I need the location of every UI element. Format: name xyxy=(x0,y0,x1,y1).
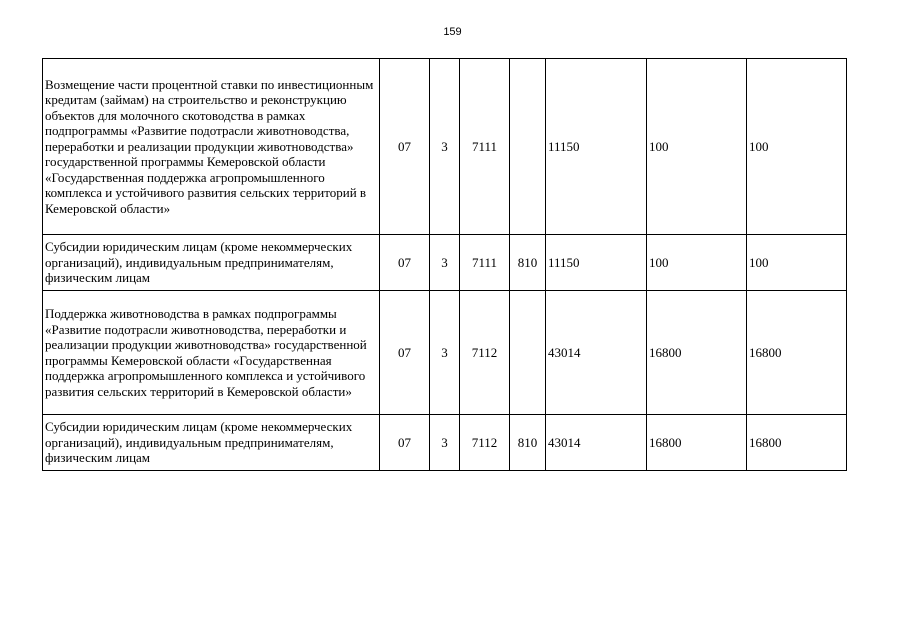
amount-1: 43014 xyxy=(546,415,647,471)
row-description: Возмещение части процентной ставки по инвестиционным кредитам (займам) на строительство и реконструкцию объектов для молочного скотоводства в рамках подпрограммы «Развитие подотрасли животноводства, переработки и реализации продукции животноводства» государственной программы Кемеровской области «Государственная поддержка агропромышленного комплекса и устойчивого развития сельских территорий в Кемеровской области» xyxy=(43,59,380,235)
amount-2: 16800 xyxy=(647,415,747,471)
subsection-code: 3 xyxy=(430,59,460,235)
section-code: 07 xyxy=(380,415,430,471)
expense-type-code xyxy=(510,291,546,415)
section-code: 07 xyxy=(380,59,430,235)
expense-type-code xyxy=(510,59,546,235)
table-row xyxy=(43,415,847,471)
page-number: 159 xyxy=(443,26,462,38)
row-description: Поддержка животноводства в рамках подпрограммы «Развитие подотрасли животноводства, переработки и реализации продукции животноводства» государственной программы Кемеровской области «Государственная поддержка агропромышленного комплекса и устойчивого развития сельских территорий в Кемеровской области» xyxy=(43,291,380,415)
amount-3: 100 xyxy=(747,59,847,235)
expense-type-code: 810 xyxy=(510,235,546,291)
expense-type-code: 810 xyxy=(510,415,546,471)
table-row xyxy=(43,235,847,291)
table-row xyxy=(43,291,847,415)
amount-3: 100 xyxy=(747,235,847,291)
amount-1: 11150 xyxy=(546,235,647,291)
amount-1: 43014 xyxy=(546,291,647,415)
target-article-code: 7111 xyxy=(460,59,510,235)
target-article-code: 7112 xyxy=(460,415,510,471)
target-article-code: 7111 xyxy=(460,235,510,291)
row-description: Субсидии юридическим лицам (кроме некоммерческих организаций), индивидуальным предпринимателям, физическим лицам xyxy=(43,415,380,471)
amount-3: 16800 xyxy=(747,291,847,415)
amount-2: 16800 xyxy=(647,291,747,415)
section-code: 07 xyxy=(380,291,430,415)
amount-1: 11150 xyxy=(546,59,647,235)
row-description: Субсидии юридическим лицам (кроме некоммерческих организаций), индивидуальным предпринимателям, физическим лицам xyxy=(43,235,380,291)
table-row xyxy=(43,59,847,235)
amount-2: 100 xyxy=(647,59,747,235)
target-article-code: 7112 xyxy=(460,291,510,415)
budget-table xyxy=(42,58,847,471)
subsection-code: 3 xyxy=(430,291,460,415)
subsection-code: 3 xyxy=(430,415,460,471)
amount-2: 100 xyxy=(647,235,747,291)
amount-3: 16800 xyxy=(747,415,847,471)
subsection-code: 3 xyxy=(430,235,460,291)
section-code: 07 xyxy=(380,235,430,291)
